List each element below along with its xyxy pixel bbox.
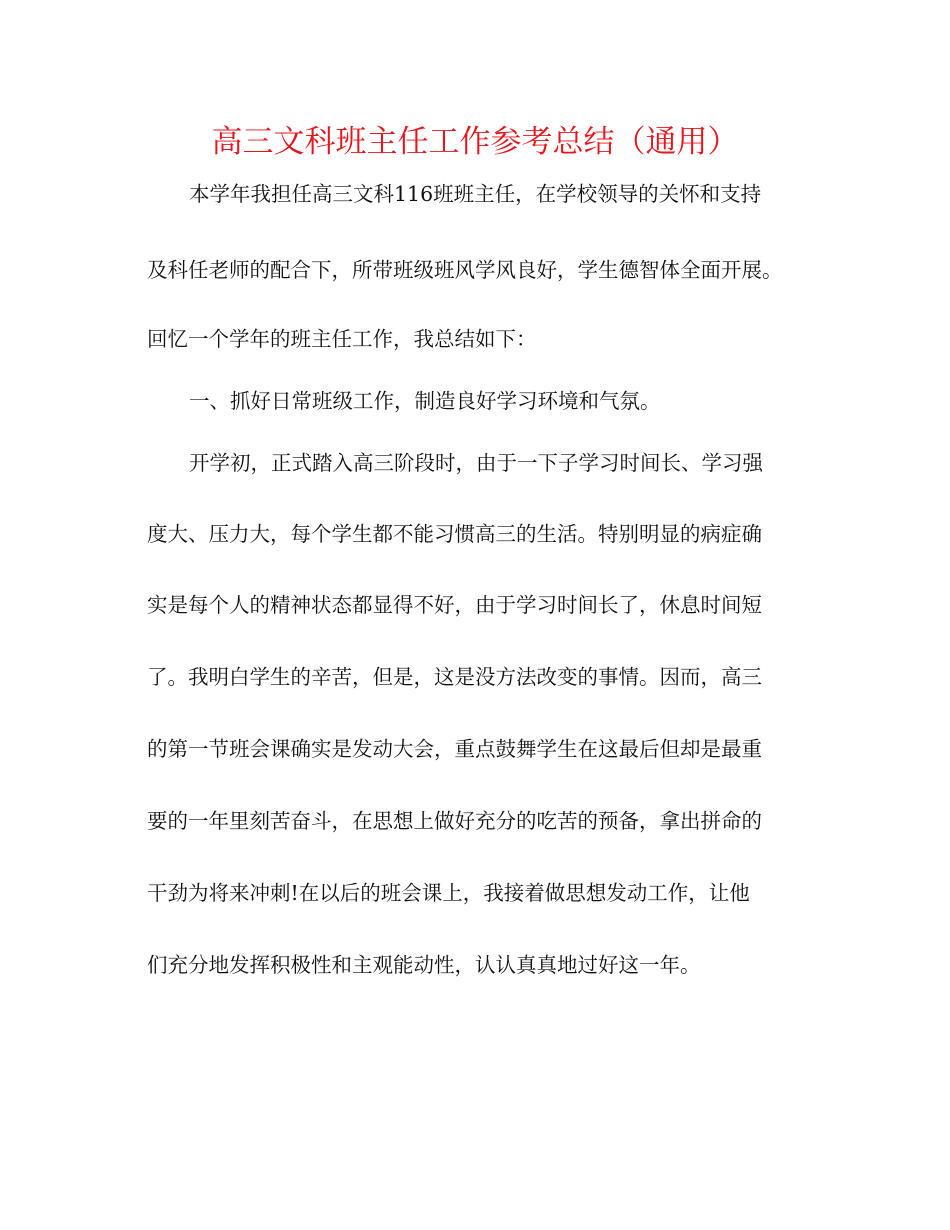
paragraph-line: 了。我明白学生的辛苦，但是，这是没方法改变的事情。因而，高三 (147, 665, 762, 689)
paragraph-line: 开学初，正式踏入高三阶段时，由于一下子学习时间长、学习强 (189, 451, 763, 475)
paragraph-line: 们充分地发挥积极性和主观能动性，认认真真地过好这一年。 (147, 953, 701, 977)
paragraph-line: 本学年我担任高三文科116班班主任，在学校领导的关怀和支持 (189, 182, 762, 206)
paragraph-line: 干劲为将来冲刺!在以后的班会课上，我接着做思想发动工作，让他 (147, 881, 750, 905)
paragraph-line: 回忆一个学年的班主任工作，我总结如下： (147, 327, 537, 351)
paragraph-line: 实是每个人的精神状态都显得不好，由于学习时间长了，休息时间短 (147, 593, 762, 617)
paragraph-line: 及科任老师的配合下，所带班级班风学风良好，学生德智体全面开展。 (147, 258, 783, 282)
document-title: 高三文科班主任工作参考总结（通用） (211, 124, 739, 160)
paragraph-line: 要的一年里刻苦奋斗，在思想上做好充分的吃苦的预备，拿出拼命的 (147, 809, 762, 833)
paragraph-line: 的第一节班会课确实是发动大会，重点鼓舞学生在这最后但却是最重 (147, 737, 762, 761)
section-heading: 一、抓好日常班级工作，制造良好学习环境和气氛。 (189, 389, 661, 413)
paragraph-line: 度大、压力大，每个学生都不能习惯高三的生活。特别明显的病症确 (147, 522, 762, 546)
